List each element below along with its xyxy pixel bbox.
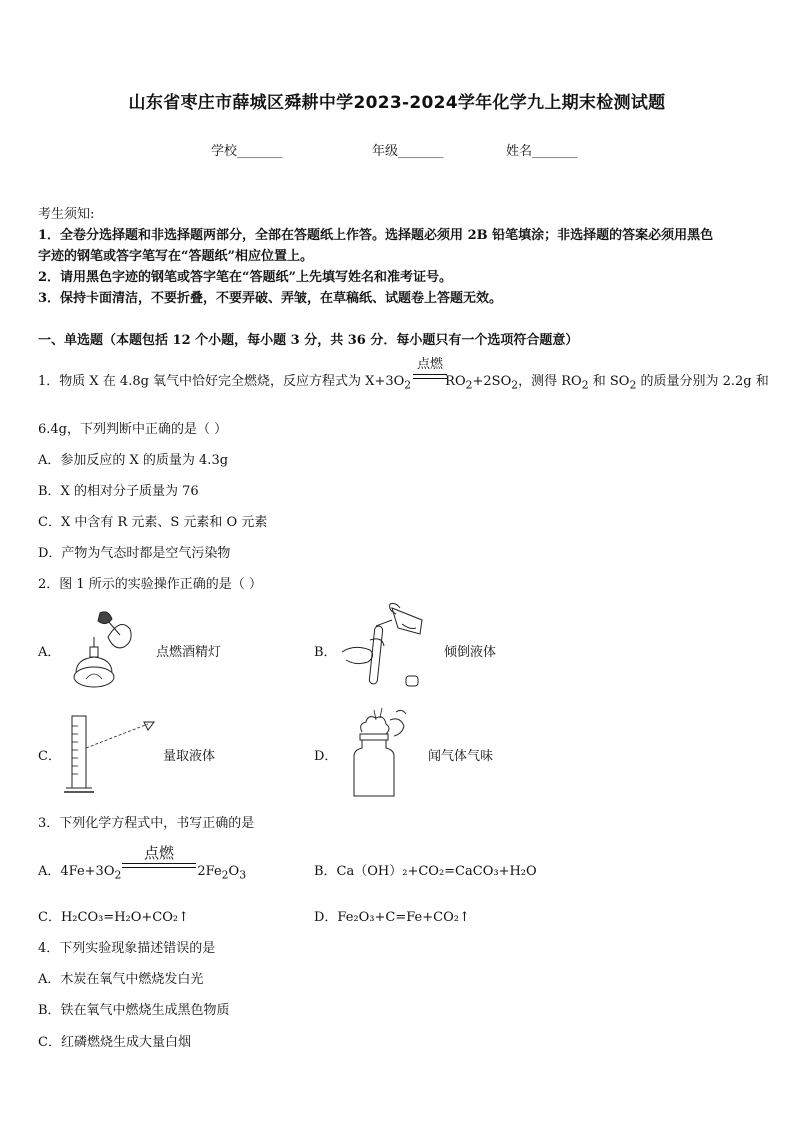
q1-option-a: A．参加反应的 X 的质量为 4.3g bbox=[38, 453, 229, 468]
q3-a-sub: 3 bbox=[239, 868, 247, 882]
notice-line-1b: 字迹的钢笔或答字笔写在“答题纸”相应位置上。 bbox=[38, 249, 313, 264]
notice-line-1a: 1．全卷分选择题和非选择题两部分，全部在答题纸上作答。选择题必须用 2B 铅笔填涂；非选择题的答案必须用黑色 bbox=[38, 228, 714, 243]
q2-option-d-letter: D． bbox=[314, 749, 338, 764]
q2-option-a-text: 点燃酒精灯 bbox=[156, 645, 222, 660]
q3-a-text-3: O bbox=[228, 864, 240, 879]
q1-stem bbox=[38, 370, 769, 392]
grade-field: 年级_______ bbox=[372, 144, 444, 159]
q1-sub: 2 bbox=[404, 378, 412, 392]
document-title: 山东省枣庄市薛城区舜耕中学2023-2024学年化学九上期末检测试题 bbox=[128, 93, 666, 113]
q4-option-b: B．铁在氧气中燃烧生成黑色物质 bbox=[38, 1003, 230, 1018]
q1-option-b: B．X 的相对分子质量为 76 bbox=[38, 484, 199, 499]
q4-option-c: C．红磷燃烧生成大量白烟 bbox=[38, 1035, 191, 1050]
school-field: 学校_______ bbox=[211, 144, 283, 159]
q1-sub: 2 bbox=[581, 378, 589, 392]
q1-text-3: +2SO bbox=[472, 374, 512, 389]
notice-heading: 考生须知: bbox=[38, 207, 95, 222]
q4-option-a: A．木炭在氧气中燃烧发白光 bbox=[38, 972, 204, 987]
q3-stem: 3．下列化学方程式中，书写正确的是 bbox=[38, 816, 255, 831]
q1-text-6: 的质量分别为 2.2g 和 bbox=[636, 374, 769, 389]
q3-option-d: D．Fe₂O₃+C=Fe+CO₂↑ bbox=[314, 910, 470, 925]
q1-stem-cont: 6.4g，下列判断中正确的是（ ） bbox=[38, 422, 228, 437]
q3-a-sub: 2 bbox=[114, 868, 122, 882]
q1-text-4: ，测得 RO bbox=[518, 374, 582, 389]
q2-stem: 2．图 1 所示的实验操作正确的是（ ） bbox=[38, 577, 262, 592]
section-heading: 一、单选题（本题包括 12 个小题，每小题 3 分，共 36 分．每小题只有一个选项符合题意） bbox=[38, 333, 579, 348]
q3-option-c: C．H₂CO₃=H₂O+CO₂↑ bbox=[38, 910, 190, 925]
q1-equals-bar bbox=[413, 378, 447, 379]
q3-equals-bar bbox=[122, 863, 196, 864]
q2-option-b-letter: B． bbox=[314, 645, 337, 660]
q3-equals-bar bbox=[122, 867, 196, 868]
q1-text-1: 1．物质 X 在 4.8g 氧气中恰好完全燃烧，反应方程式为 X+3O bbox=[38, 374, 405, 389]
q3-a-condition: 点燃 bbox=[143, 844, 174, 862]
q2-option-a-letter: A． bbox=[38, 645, 61, 660]
q2-option-c-letter: C． bbox=[38, 749, 61, 764]
q2-option-c-text: 量取液体 bbox=[163, 749, 216, 764]
q3-a-text-1: A．4Fe+3O bbox=[38, 864, 115, 879]
q1-sub: 2 bbox=[511, 378, 519, 392]
q1-sub: 2 bbox=[629, 378, 637, 392]
q1-option-d: D．产物为气态时都是空气污染物 bbox=[38, 546, 231, 561]
q1-condition: 点燃 bbox=[416, 357, 443, 372]
pouring-liquid-figure bbox=[336, 600, 436, 692]
q1-option-c: C．X 中含有 R 元素、S 元素和 O 元素 bbox=[38, 515, 268, 530]
alcohol-lamp-figure bbox=[68, 607, 138, 692]
q4-stem: 4．下列实验现象描述错误的是 bbox=[38, 941, 216, 956]
q1-text-5: 和 SO bbox=[588, 374, 630, 389]
graduated-cylinder-figure bbox=[60, 712, 160, 798]
q1-sub: 2 bbox=[465, 378, 473, 392]
q3-a-sub: 2 bbox=[221, 868, 229, 882]
q3-option-b: B．Ca（OH）₂+CO₂=CaCO₃+H₂O bbox=[314, 864, 537, 879]
q2-option-b-text: 倾倒液体 bbox=[444, 645, 497, 660]
name-field: 姓名_______ bbox=[506, 144, 578, 159]
smelling-gas-figure bbox=[346, 704, 416, 800]
q3-a-text-2: 2Fe bbox=[197, 864, 222, 879]
q2-option-d-text: 闻气体气味 bbox=[428, 749, 494, 764]
notice-line-2: 2．请用黑色字迹的钢笔或答字笔在“答题纸”上先填写姓名和准考证号。 bbox=[38, 270, 453, 285]
q1-text-2: RO bbox=[445, 374, 466, 389]
q1-equals-bar bbox=[413, 374, 447, 375]
notice-line-3: 3．保持卡面清洁，不要折叠，不要弄破、弄皱，在草稿纸、试题卷上答题无效。 bbox=[38, 291, 503, 306]
